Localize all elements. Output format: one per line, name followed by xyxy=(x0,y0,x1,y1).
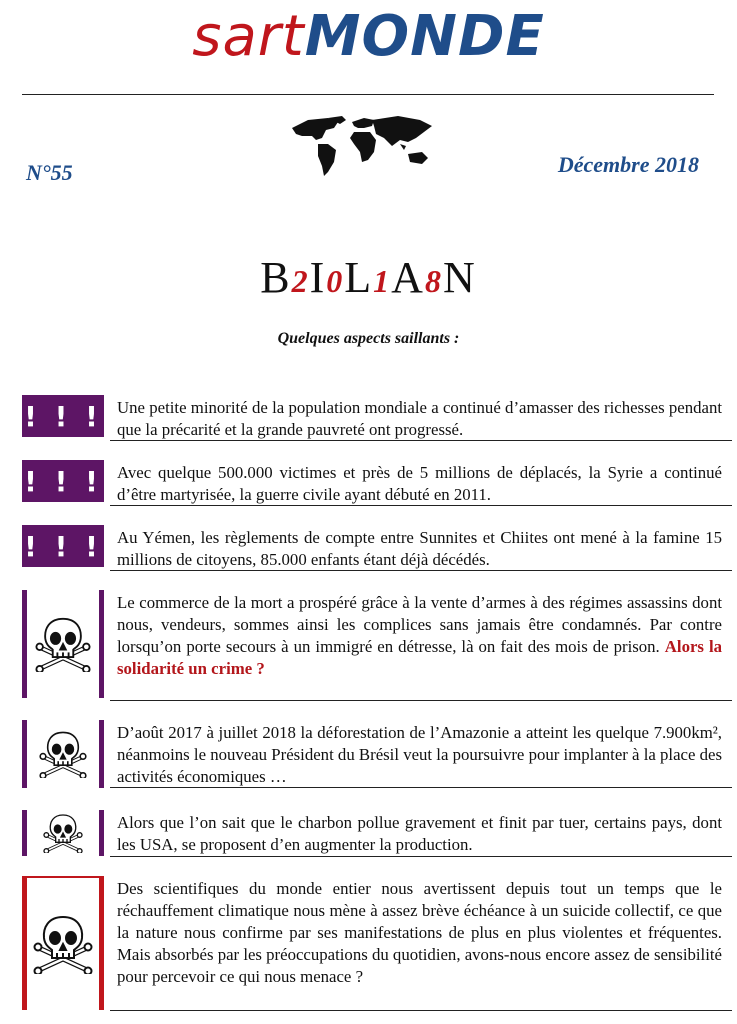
item-text-body: Le commerce de la mort a prospéré grâce à la vente d’armes à des régimes assassins dont nous, vendeurs, sommes ainsi les complices sans jamais être condamnés. Par contre lorsqu’on porte secours à un immigré en détresse, là on fait des mois de prison. xyxy=(117,593,722,656)
item-divider xyxy=(110,505,732,506)
item-text: D’août 2017 à juillet 2018 la déforestation de l’Amazonie a atteint les quelque 7.900km², néanmoins le nouveau Président du Brésil veut la poursuivre pour implanter à la place des activités économiques … xyxy=(117,723,722,786)
title-letter: N xyxy=(442,253,477,302)
masthead xyxy=(0,6,737,68)
danger-marker xyxy=(22,876,104,1010)
item-divider xyxy=(110,700,732,701)
title-digit: 1 xyxy=(373,263,392,299)
item-text xyxy=(117,592,722,680)
title-letter: L xyxy=(344,253,374,302)
danger-marker xyxy=(22,590,104,698)
skull-crossbones-icon xyxy=(43,813,83,853)
list-item xyxy=(22,810,732,858)
title-letter: B xyxy=(260,253,292,302)
danger-marker xyxy=(22,720,104,788)
title-digit: 8 xyxy=(424,263,443,299)
issue-date: Décembre 2018 xyxy=(557,152,699,177)
page-title xyxy=(0,252,737,303)
brand-part-monde: MONDE xyxy=(304,4,545,69)
list-item xyxy=(22,876,732,1012)
issue-number: N°55 xyxy=(26,160,73,185)
alert-marker: ! ! ! xyxy=(22,525,104,567)
header-divider xyxy=(22,94,714,95)
item-divider xyxy=(110,856,732,857)
danger-marker xyxy=(22,810,104,856)
alert-marker: ! ! ! xyxy=(22,395,104,437)
world-map-icon xyxy=(288,114,438,180)
skull-crossbones-icon xyxy=(35,616,91,672)
title-letter: I xyxy=(309,253,327,302)
title-digit: 2 xyxy=(291,263,310,299)
list-item xyxy=(22,590,732,702)
item-divider xyxy=(110,440,732,441)
item-divider xyxy=(110,1010,732,1011)
list-item xyxy=(22,720,732,790)
item-text: Des scientifiques du monde entier nous avertissent depuis tout un temps que le réchauffement climatique nous mène à assez brève échéance à un suicide collectif, ce que la nature nous confirme par ses manifestations de plus en plus violentes et fréquentes. Mais absorbés par les préoccupations du quotidien, avons-nous encore assez de sensibilité pour percevoir ce qui nous menace ? xyxy=(117,879,722,986)
subtitle: Quelques aspects saillants : xyxy=(277,330,460,347)
skull-crossbones-icon xyxy=(33,914,93,974)
item-divider xyxy=(110,787,732,788)
brand-logo xyxy=(0,6,737,68)
list-item xyxy=(22,525,732,575)
item-text: Alors que l’on sait que le charbon pollue gravement et finit par tuer, certains pays, dont les USA, se proposent d’en augmenter la production. xyxy=(117,813,722,854)
alert-marker: ! ! ! xyxy=(22,460,104,502)
title-digit: 0 xyxy=(326,263,345,299)
item-text: Avec quelque 500.000 victimes et près de 5 millions de déplacés, la Syrie a continué d’être martyrisée, la guerre civile ayant débuté en 2011. xyxy=(117,463,722,504)
list-item xyxy=(22,395,732,445)
item-text: Une petite minorité de la population mondiale a continué d’amasser des richesses pendant que la précarité et la grande pauvreté ont progressé. xyxy=(117,398,722,439)
skull-crossbones-icon xyxy=(39,730,87,778)
item-divider xyxy=(110,570,732,571)
item-text: Au Yémen, les règlements de compte entre Sunnites et Chiites ont mené à la famine 15 millions de citoyens, 85.000 enfants étant déjà décédés. xyxy=(117,528,722,569)
list-item xyxy=(22,460,732,510)
brand-part-sart: sart xyxy=(192,4,305,69)
item-highlight: Alors la solidarité un crime ? xyxy=(117,637,722,678)
title-letter: A xyxy=(391,253,425,302)
